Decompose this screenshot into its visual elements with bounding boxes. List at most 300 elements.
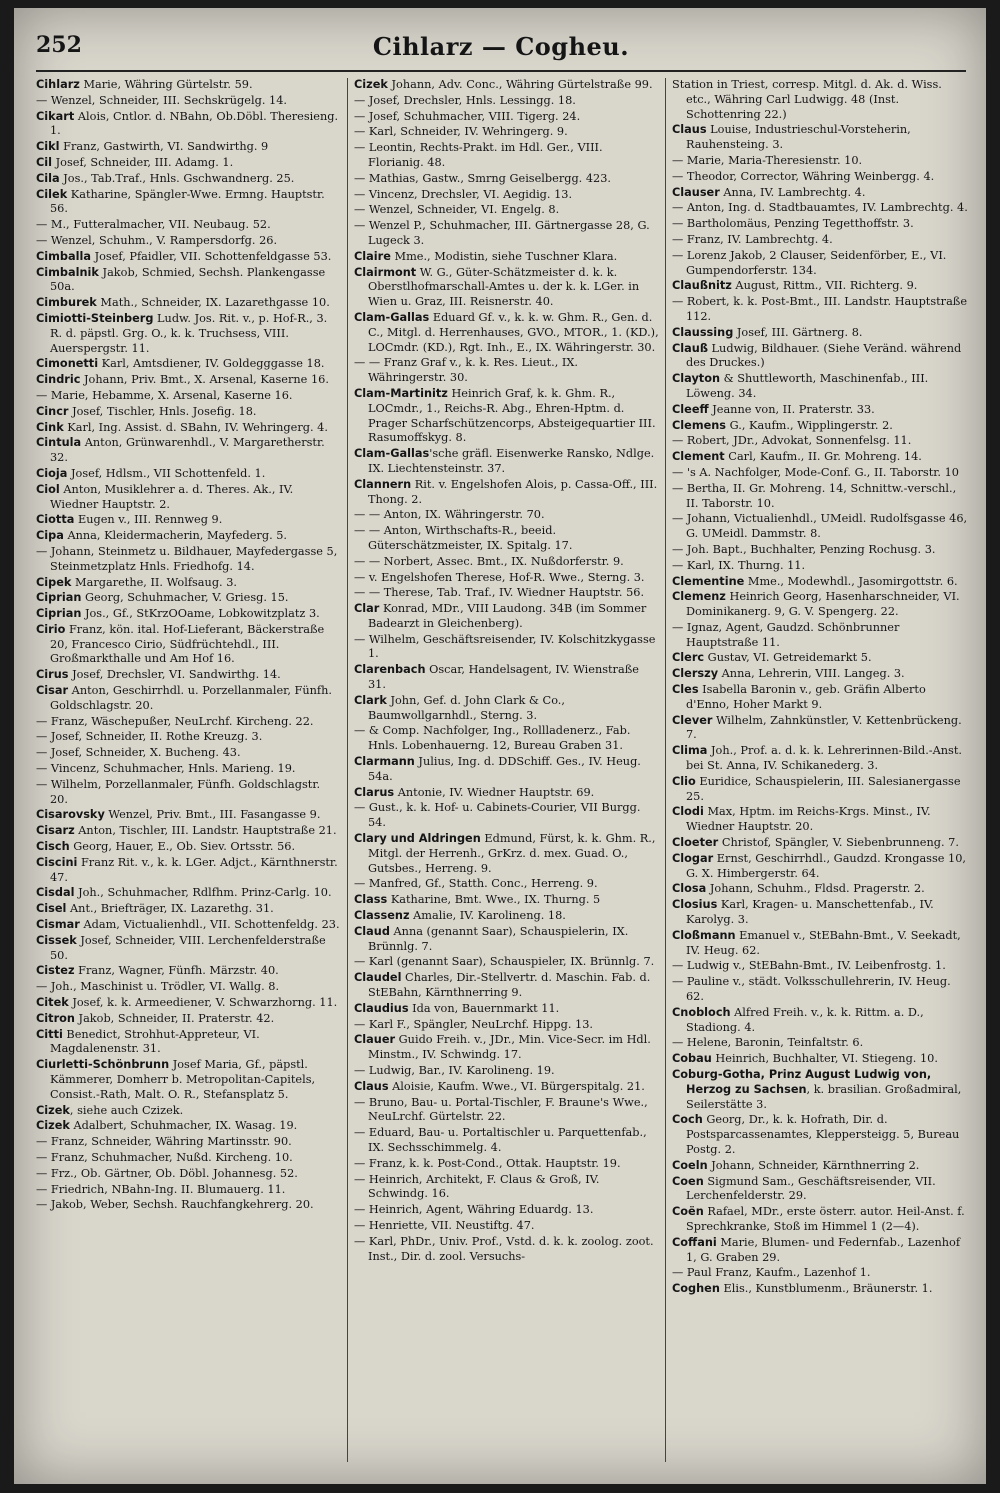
entry-name: Clodi	[672, 805, 704, 819]
entry-name: Cloeter	[672, 836, 719, 850]
entry-details: Wilhelm, Zahnkünstler, V. Kettenbrückeng. 7.	[686, 713, 962, 742]
directory-entry	[672, 482, 968, 512]
entry-details: — & Comp. Nachfolger, Ing., Rollladenerz., Fab. Hnls. Lobenhauerng. 12, Bureau Graben 31.	[354, 724, 631, 753]
entry-name: Cobau	[672, 1052, 712, 1066]
entry-name: Cisar	[36, 684, 69, 698]
directory-entry	[354, 188, 659, 203]
entry-name: Claussing	[672, 325, 734, 339]
directory-entry	[36, 436, 341, 466]
directory-entry	[36, 902, 341, 917]
entry-details: Franz, Wagner, Fünfh. Märzstr. 40.	[74, 964, 279, 978]
directory-entry	[672, 683, 968, 713]
entry-details: — Henriette, VII. Neustiftg. 47.	[354, 1218, 535, 1232]
entry-name: Clauß	[672, 341, 708, 355]
entry-name: Coën	[672, 1205, 704, 1219]
entry-details: Christof, Spängler, V. Siebenbrunneng. 7.	[718, 836, 959, 850]
entry-details: — Gust., k. k. Hof- u. Cabinets-Courier, VII Burgg. 54.	[354, 801, 641, 830]
entry-details: — — Anton, Wirthschafts-R., beeid. Güterschätzmeister, IX. Spitalg. 17.	[354, 524, 573, 552]
entry-details: — Vincenz, Schuhmacher, Hnls. Marieng. 19.	[36, 762, 296, 776]
entry-details: Max, Hptm. im Reichs-Krgs. Minst., IV. Wiedner Hauptstr. 20.	[686, 805, 931, 834]
entry-details: Jakob, Schmied, Sechsh. Plankengasse 50a.	[50, 265, 326, 294]
entry-details: — Eduard, Bau- u. Portaltischler u. Parquettenfab., IX. Sechsschimmelg. 4.	[354, 1126, 647, 1154]
entry-name: Cilek	[36, 187, 68, 201]
entry-name: Clayton	[672, 372, 721, 386]
entry-name: Clemenz	[672, 590, 726, 604]
directory-entry	[672, 78, 968, 122]
directory-entry	[354, 832, 659, 876]
entry-details: Heinrich Graf, k. k. Ghm. R., LOCmdr., 1., Reichs-R. Abg., Ehren-Hptm. d. Prager Scharfschützencorps, Absteigequartier III. Rasumoffskyg. 8.	[368, 386, 656, 445]
directory-entry	[672, 559, 968, 574]
directory-entry	[672, 186, 968, 201]
directory-entry	[354, 1157, 659, 1172]
directory-entry	[672, 898, 968, 928]
page-header	[36, 26, 966, 70]
entry-name: Ciurletti-Schönbrunn	[36, 1058, 170, 1072]
directory-entry	[36, 94, 341, 109]
entry-name: Cizek	[354, 78, 388, 91]
column-1	[36, 78, 341, 1462]
entry-name: Citron	[36, 1011, 75, 1025]
entry-name: Ciol	[36, 482, 60, 496]
directory-entry	[36, 1198, 341, 1213]
entry-details: — Johann, Steinmetz u. Bildhauer, Mayfedergasse 5, Steinmetzplatz Hnls. Friedhofg. 14.	[36, 544, 338, 573]
entry-details: Ant., Briefträger, IX. Lazarethg. 31.	[66, 902, 274, 916]
directory-entry	[354, 1018, 659, 1033]
entry-details: — Karl F., Spängler, NeuLrchf. Hippg. 13.	[354, 1017, 593, 1031]
directory-entry	[672, 342, 968, 372]
entry-name: Clauser	[672, 185, 720, 199]
entry-name: Clam-Martinitz	[354, 386, 448, 400]
directory-entry	[354, 571, 659, 586]
directory-entry	[672, 714, 968, 744]
column-divider	[665, 78, 666, 1462]
entry-name: Cisel	[36, 902, 67, 916]
directory-entry	[36, 980, 341, 995]
entry-details: — Ludwig v., StEBahn-Bmt., IV. Leibenfrostg. 1.	[672, 959, 946, 973]
entry-details: — Leontin, Rechts-Prakt. im Hdl. Ger., VIII. Florianig. 48.	[354, 141, 603, 169]
entry-details: — Jakob, Weber, Sechsh. Rauchfangkehrerg. 20.	[36, 1198, 314, 1212]
entry-details: John, Gef. d. John Clark & Co., Baumwollgarnhdl., Sterng. 3.	[368, 693, 565, 722]
entry-name: Cistez	[36, 964, 75, 978]
entry-details: Ludwig, Bildhauer. (Siehe Veränd. während des Druckes.)	[686, 341, 962, 370]
directory-entry	[36, 591, 341, 606]
directory-entry	[672, 1282, 968, 1297]
entry-name: Cloßmann	[672, 928, 736, 942]
entry-name: Cissek	[36, 933, 77, 947]
entry-name: Claus	[354, 1079, 389, 1093]
directory-entry	[36, 715, 341, 730]
entry-name: Cipa	[36, 529, 64, 543]
entry-details: Jos., Gf., StKrzOOame, Lobkowitzplatz 3.	[81, 607, 320, 621]
directory-entry	[36, 389, 341, 404]
entry-details: Anna, IV. Lambrechtg. 4.	[719, 185, 866, 199]
entry-details: 'sche gräfl. Eisenwerke Ransko, Ndlge. IX. Liechtensteinstr. 37.	[368, 447, 655, 475]
entry-details: Katharine, Spängler-Wwe. Ermng. Hauptstr. 56.	[50, 187, 325, 216]
entry-details: Anton, Grünwarenhdl., V. Margaretherstr. 32.	[50, 436, 325, 465]
entry-name: Clar	[354, 602, 380, 616]
directory-entry	[672, 1175, 968, 1205]
directory-entry	[354, 1064, 659, 1079]
directory-entry	[672, 326, 968, 341]
entry-details: Anna (genannt Saar), Schauspielerin, IX. Brünnlg. 7.	[368, 924, 629, 953]
directory-entry	[36, 421, 341, 436]
directory-entry	[354, 311, 659, 355]
entry-name: Clima	[672, 744, 708, 758]
directory-entry	[354, 478, 659, 508]
entry-name: Clarenbach	[354, 663, 426, 677]
directory-entry	[36, 234, 341, 249]
entry-details: , k. brasilian. Großadmiral, Seilerstätte 3.	[686, 1082, 962, 1111]
entry-name: Claus	[672, 123, 707, 137]
entry-details: Alfred Freih. v., k. k. Rittm. a. D., Stadiong. 4.	[686, 1005, 924, 1034]
running-head: Cihlarz — Cogheu.	[372, 32, 630, 61]
entry-details: Ludw. Jos. Rit. v., p. Hof-R., 3. R. d. päpstl. Grg. O., k. k. Truchsess, VIII. Auerspergstr. 11.	[50, 311, 328, 355]
entry-details: Katharine, Bmt. Wwe., IX. Thurng. 5	[387, 893, 601, 907]
directory-entry	[672, 836, 968, 851]
entry-details: — Paul Franz, Kaufm., Lazenhof 1.	[672, 1266, 871, 1280]
entry-details: Franz, Gastwirth, VI. Sandwirthg. 9	[59, 140, 269, 154]
directory-entry	[36, 250, 341, 265]
entry-details: — — Norbert, Assec. Bmt., IX. Nußdorferstr. 9.	[354, 554, 624, 568]
directory-entry	[354, 508, 659, 523]
directory-entry	[672, 512, 968, 542]
entry-details: — Franz, Wäschepußer, NeuLrchf. Kircheng. 22.	[36, 714, 314, 728]
directory-entry	[672, 621, 968, 651]
column-2	[354, 78, 659, 1462]
entry-details: — — Anton, IX. Währingerstr. 70.	[354, 508, 545, 522]
entry-details: Adam, Victualienhdl., VII. Schottenfeldg. 23.	[79, 918, 340, 932]
entry-name: Classenz	[354, 909, 410, 923]
directory-entry	[36, 1119, 341, 1134]
entry-name: Ciprian	[36, 591, 82, 605]
entry-name: Coffani	[672, 1235, 717, 1249]
directory-entry	[672, 575, 968, 590]
directory-entry	[36, 156, 341, 171]
entry-name: Cink	[36, 420, 64, 434]
directory-entry	[354, 447, 659, 477]
entry-details: Josef Maria, Gf., päpstl. Kämmerer, Domherr b. Metropolitan-Capitels, Consist.-Rath, Malt. O. R., Stefansplatz 5.	[50, 1058, 316, 1101]
directory-entry	[354, 1080, 659, 1095]
entry-name: Cincr	[36, 404, 69, 418]
entry-name: Coeln	[672, 1158, 708, 1172]
directory-entry	[672, 403, 968, 418]
entry-details: Rafael, MDr., erste österr. autor. Heil-Anst. f. Sprechkranke, Stoß im Himmel 1 (2—4).	[686, 1205, 965, 1233]
directory-entry	[36, 1012, 341, 1027]
directory-entry	[36, 545, 341, 575]
entry-name: Cles	[672, 683, 699, 697]
column-divider	[347, 78, 348, 1462]
directory-entry	[36, 529, 341, 544]
directory-entry	[354, 1033, 659, 1063]
entry-details: — Ludwig, Bar., IV. Karolineng. 19.	[354, 1064, 555, 1077]
entry-name: Citek	[36, 996, 69, 1010]
entry-name: Ciprian	[36, 607, 82, 621]
entry-name: Claußnitz	[672, 279, 732, 293]
entry-name: Clio	[672, 774, 696, 788]
entry-details: — Joh. Bapt., Buchhalter, Penzing Rochusg. 3.	[672, 542, 936, 556]
entry-details: Benedict, Strohhut-Appreteur, VI. Magdalenenstr. 31.	[50, 1027, 260, 1056]
entry-details: Josef, Schneider, VIII. Lerchenfelderstraße 50.	[50, 933, 326, 962]
entry-details: — Bruno, Bau- u. Portal-Tischler, F. Braune's Wwe., NeuLrchf. Gürtelstr. 22.	[354, 1095, 648, 1124]
directory-entry	[36, 357, 341, 372]
entry-details: — Franz, IV. Lambrechtg. 4.	[672, 232, 833, 246]
directory-entry	[36, 840, 341, 855]
entry-name: Clam-Gallas	[354, 310, 430, 324]
entry-name: Cleeff	[672, 402, 709, 416]
entry-details: Karl, Amtsdiener, IV. Goldegggasse 18.	[98, 357, 325, 371]
entry-details: Amalie, IV. Karolineng. 18.	[409, 909, 566, 923]
directory-entry	[672, 651, 968, 666]
directory-entry	[672, 233, 968, 248]
entry-name: Cipek	[36, 575, 72, 589]
directory-entry	[672, 295, 968, 325]
directory-entry	[354, 110, 659, 125]
directory-entry	[36, 1135, 341, 1150]
entry-details: Josef, III. Gärtnerg. 8.	[733, 325, 863, 339]
directory-entry	[672, 466, 968, 481]
directory-entry	[36, 934, 341, 964]
directory-entry	[354, 250, 659, 265]
entry-details: — — Therese, Tab. Traf., IV. Wiedner Hauptstr. 56.	[354, 586, 645, 600]
directory-entry	[354, 1203, 659, 1218]
entry-name: Clam-Gallas	[354, 447, 430, 461]
directory-entry	[672, 249, 968, 279]
entry-name: Closa	[672, 882, 707, 896]
directory-entry	[36, 808, 341, 823]
entry-details: — Wilhelm, Porzellanmaler, Fünfh. Goldschlagstr. 20.	[36, 777, 321, 806]
entry-details: — Karl (genannt Saar), Schauspieler, IX. Brünnlg. 7.	[354, 955, 655, 969]
directory-entry	[354, 524, 659, 554]
entry-details: Joh., Schuhmacher, Rdlfhm. Prinz-Carlg. 10.	[74, 886, 332, 900]
directory-entry	[354, 172, 659, 187]
entry-name: Clement	[672, 450, 725, 464]
entry-details: Anton, Tischler, III. Landstr. Hauptstraße 21.	[74, 824, 337, 838]
directory-entry	[36, 856, 341, 886]
directory-entry	[672, 1266, 968, 1281]
entry-details: August, Rittm., VII. Richterg. 9.	[731, 279, 918, 293]
entry-details: Johann, Priv. Bmt., X. Arsenal, Kaserne 16.	[80, 373, 329, 387]
directory-entry	[672, 805, 968, 835]
directory-entry	[36, 778, 341, 808]
directory-entry	[672, 744, 968, 774]
directory-entry	[354, 586, 659, 601]
directory-entry	[354, 893, 659, 908]
directory-entry	[672, 450, 968, 465]
entry-name: Cindric	[36, 373, 81, 387]
entry-name: Cimburek	[36, 296, 97, 310]
directory-entry	[36, 684, 341, 714]
entry-details: — Helene, Baronin, Teinfaltstr. 6.	[672, 1036, 864, 1050]
entry-details: — Theodor, Corrector, Währing Weinbergg. 4.	[672, 169, 935, 183]
directory-entry	[36, 296, 341, 311]
entry-name: Clerszy	[672, 667, 719, 681]
directory-entry	[354, 602, 659, 632]
entry-name: Claud	[354, 924, 390, 938]
entry-name: Cioja	[36, 466, 68, 480]
entry-details: Euridice, Schauspielerin, III. Salesianergasse 25.	[686, 774, 961, 803]
directory-entry	[672, 959, 968, 974]
entry-details: Josef, Drechsler, VI. Sandwirthg. 14.	[68, 668, 281, 682]
directory-entry	[36, 824, 341, 839]
directory-entry	[354, 94, 659, 109]
directory-entry	[354, 1126, 659, 1156]
directory-entry	[36, 576, 341, 591]
entry-name: Coen	[672, 1174, 704, 1188]
entry-details: Anna, Lehrerin, VIII. Langeg. 3.	[718, 667, 905, 681]
page-number: 252	[36, 32, 82, 58]
entry-name: Cisch	[36, 840, 70, 854]
entry-name: Cizek	[36, 1103, 70, 1117]
entry-details: Ida von, Bauernmarkt 11.	[408, 1001, 560, 1015]
entry-details: — Anton, Ing. d. Stadtbauamtes, IV. Lambrechtg. 4.	[672, 201, 968, 215]
directory-entry	[36, 623, 341, 667]
entry-name: Cila	[36, 171, 60, 185]
entry-details: Aloisie, Kaufm. Wwe., VI. Bürgerspitalg. 21.	[388, 1079, 645, 1093]
entry-details: — Franz, Schneider, Währing Martinsstr. 90.	[36, 1135, 292, 1149]
directory-entry	[672, 882, 968, 897]
entry-name: Cirus	[36, 668, 69, 682]
directory-entry	[672, 217, 968, 232]
directory-entry	[354, 1235, 659, 1265]
entry-name: Clairmont	[354, 265, 417, 279]
directory-entry	[672, 543, 968, 558]
directory-entry	[354, 925, 659, 955]
entry-details: Josef, Tischler, Hnls. Josefig. 18.	[68, 404, 257, 418]
entry-details: Edmund, Fürst, k. k. Ghm. R., Mitgl. der Herrenh., GrKrz. d. mex. Guad. O., Gutsbes., Herreng. 9.	[368, 832, 656, 875]
directory-entry	[354, 633, 659, 663]
entry-details: — Joh., Maschinist u. Trödler, VI. Wallg. 8.	[36, 980, 280, 994]
directory-entry	[36, 110, 341, 140]
entry-details: Georg, Schuhmacher, V. Griesg. 15.	[81, 591, 289, 605]
header-rule	[36, 70, 966, 72]
entry-name: Coburg-Gotha, Prinz August Ludwig von, Herzog zu Sachsen	[672, 1068, 932, 1096]
directory-entry	[672, 201, 968, 216]
entry-details: Emanuel v., StEBahn-Bmt., V. Seekadt, IV. Heug. 62.	[686, 928, 961, 957]
directory-entry	[36, 1151, 341, 1166]
entry-details: — 's A. Nachfolger, Mode-Conf. G., II. Taborstr. 10	[672, 465, 959, 479]
entry-details: — Wenzel, Schneider, III. Sechskrügelg. 14.	[36, 93, 287, 107]
entry-details: — Karl, Schneider, IV. Wehringerg. 9.	[354, 125, 568, 139]
entry-name: Cimballa	[36, 249, 92, 263]
directory-entry	[672, 929, 968, 959]
directory-entry	[36, 513, 341, 528]
entry-details: — Karl, IX. Thurng. 11.	[672, 558, 806, 572]
entry-name: Clark	[354, 693, 387, 707]
entry-details: Josef, Hdlsm., VII Schottenfeld. 1.	[67, 466, 266, 480]
entry-details: Joh., Prof. a. d. k. k. Lehrerinnen-Bild.-Anst. bei St. Anna, IV. Schikanederg. 3.	[686, 744, 962, 773]
directory-entry	[36, 405, 341, 420]
entry-details: Sigmund Sam., Geschäftsreisender, VII. Lerchenfelderstr. 29.	[686, 1174, 936, 1203]
entry-details: Anna, Kleidermacherin, Mayfederg. 5.	[63, 529, 288, 543]
entry-name: Cismar	[36, 918, 80, 932]
entry-details: — Wenzel, Schuhm., V. Rampersdorfg. 26.	[36, 233, 278, 247]
entry-name: Ciscini	[36, 855, 78, 869]
directory-entry	[354, 203, 659, 218]
entry-name: Cizek	[36, 1119, 70, 1133]
entry-details: Georg, Hauer, E., Ob. Siev. Ortsstr. 56.	[69, 840, 296, 854]
entry-details: Isabella Baronin v., geb. Gräfin Alberto d'Enno, Hoher Markt 9.	[686, 683, 926, 711]
entry-details: — Heinrich, Agent, Währing Eduardg. 13.	[354, 1203, 594, 1217]
entry-details: Guido Freih. v., JDr., Min. Vice-Secr. im Hdl. Minstm., IV. Schwindg. 17.	[368, 1033, 651, 1062]
entry-details: Eugen v., III. Rennweg 9.	[74, 513, 223, 527]
directory-entry	[672, 667, 968, 682]
entry-name: Cisdal	[36, 886, 75, 900]
entry-name: Clarus	[354, 785, 395, 799]
directory-entry	[36, 1183, 341, 1198]
entry-details: , siehe auch Czizek.	[69, 1103, 184, 1117]
directory-entry	[36, 996, 341, 1011]
entry-name: Cnobloch	[672, 1005, 731, 1019]
entry-name: Cimonetti	[36, 357, 99, 371]
entry-details: — Franz, Schuhmacher, Nußd. Kircheng. 10.	[36, 1150, 293, 1164]
entry-details: — Josef, Schneider, II. Rothe Kreuzg. 3.	[36, 730, 263, 744]
directory-entry	[36, 1104, 341, 1119]
entry-name: Closius	[672, 898, 718, 912]
entry-details: — Wilhelm, Geschäftsreisender, IV. Kolschitzkygasse 1.	[354, 632, 656, 661]
entry-name: Coch	[672, 1113, 703, 1127]
directory-entry	[36, 140, 341, 155]
entry-details: Franz, kön. ital. Hof-Lieferant, Bäckerstraße 20, Francesco Cirio, Südfrüchtehdl., III. Großmarkthalle und Am Hof 16.	[50, 622, 325, 666]
directory-entry	[672, 279, 968, 294]
directory-entry	[672, 419, 968, 434]
entry-name: Claudius	[354, 1001, 409, 1015]
directory-entry	[36, 668, 341, 683]
entry-details: Gustav, VI. Getreidemarkt 5.	[704, 651, 872, 665]
directory-entry	[36, 762, 341, 777]
entry-name: Clever	[672, 713, 713, 727]
entry-name: Cikart	[36, 109, 75, 123]
entry-details: — Robert, JDr., Advokat, Sonnenfelsg. 11.	[672, 434, 912, 448]
directory-entry	[354, 219, 659, 249]
entry-details: — Josef, Drechsler, Hnls. Lessingg. 18.	[354, 93, 576, 107]
directory-entry	[36, 1028, 341, 1058]
directory-entry	[354, 555, 659, 570]
entry-name: Cikl	[36, 140, 60, 154]
entry-details: Marie, Währing Gürtelstr. 59.	[79, 78, 253, 91]
directory-entry	[36, 964, 341, 979]
directory-entry	[354, 387, 659, 446]
entry-details: Konrad, MDr., VIII Laudong. 34B (im Sommer Badearzt in Gleichenberg).	[368, 602, 647, 630]
directory-entry	[354, 877, 659, 892]
entry-details: Josef, k. k. Armeediener, V. Schwarzhorng. 11.	[68, 996, 338, 1010]
directory-entry	[354, 786, 659, 801]
directory-entry	[36, 1167, 341, 1182]
entry-details: — — Franz Graf v., k. k. Res. Lieut., IX. Währingerstr. 30.	[354, 356, 579, 385]
entry-details: Heinrich Georg, Hasenharschneider, VI. Dominikanerg. 9, G. V. Spengerg. 22.	[686, 590, 960, 619]
directory-entry	[354, 955, 659, 970]
entry-name: Cimiotti-Steinberg	[36, 311, 154, 325]
entry-details: Georg, Dr., k. k. Hofrath, Dir. d. Postsparcassenamtes, Kleppersteigg. 5, Bureau Postg. 2.	[686, 1113, 960, 1156]
entry-name: Cisarovsky	[36, 808, 105, 822]
entry-details: — Vincenz, Drechsler, VI. Aegidig. 13.	[354, 187, 573, 201]
directory-entry	[36, 172, 341, 187]
entry-name: Class	[354, 893, 388, 907]
entry-details: Johann, Schuhm., Fldsd. Pragerstr. 2.	[706, 882, 925, 896]
entry-name: Cimbalnik	[36, 265, 99, 279]
directory-entry	[36, 467, 341, 482]
entry-details: Karl, Kragen- u. Manschettenfab., IV. Karolyg. 3.	[686, 898, 934, 927]
entry-name: Claudel	[354, 971, 402, 985]
directory-entry	[354, 141, 659, 171]
directory-entry	[354, 971, 659, 1001]
directory-entry	[672, 590, 968, 620]
entry-details: Anton, Geschirrhdl. u. Porzellanmaler, Fünfh. Goldschlagstr. 20.	[50, 684, 332, 712]
entry-details: Josef, Schneider, III. Adamg. 1.	[52, 155, 234, 169]
directory-entry	[36, 218, 341, 233]
entry-details: — Josef, Schuhmacher, VIII. Tigerg. 24.	[354, 109, 581, 123]
entry-details: Johann, Adv. Conc., Währing Gürtelstraße 99.	[387, 78, 653, 91]
entry-details: Charles, Dir.-Stellvertr. d. Maschin. Fab. d. StEBahn, Kärnthnerring 9.	[368, 971, 651, 1000]
